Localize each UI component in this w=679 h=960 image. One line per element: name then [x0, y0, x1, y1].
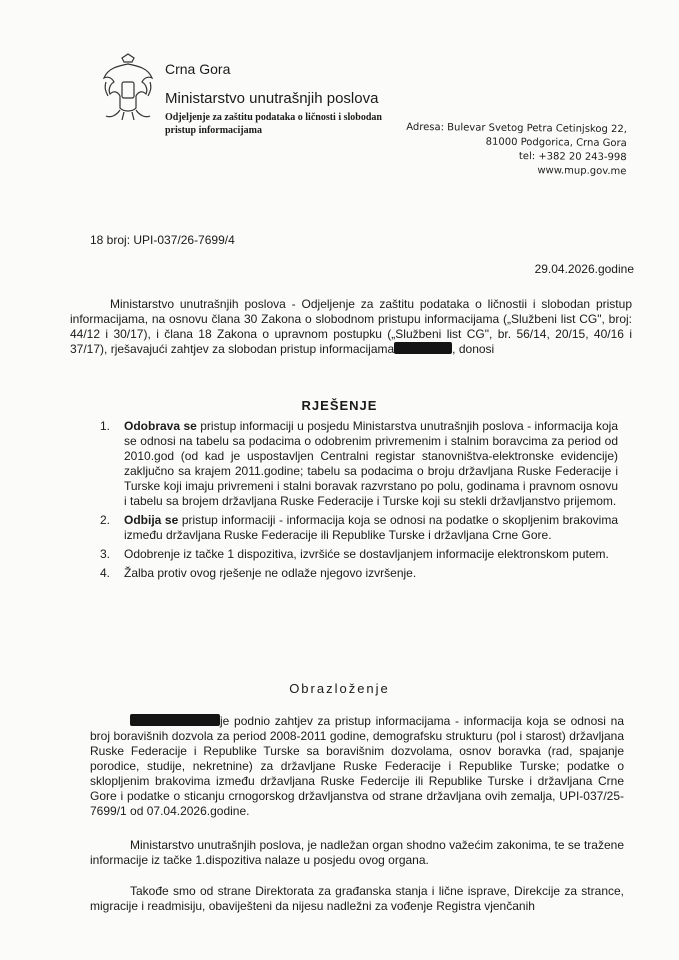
reference-number: 18 broj: UPI-037/26-7699/4 — [90, 233, 235, 247]
document-date: 29.04.2026.godine — [534, 262, 634, 276]
item-number: 3. — [100, 547, 111, 561]
reasoning-paragraph-2: Ministarstvo unutrašnjih poslova, je nadležan organ shodno važećim zakonima, te se tražene informacije iz tačke 1.dispozitiva nalaze u posjedu ovog organa. — [90, 838, 624, 867]
item-text: pristup informaciji u posjedu Ministarstva unutrašnjih poslova - informacija koja se odnosi na tabelu sa podacima o odobrenim privremenim i stalnim boravcima za period od 2010.god (od kad je uspostavljen Centralni registar stanovništva-elektronske evidencije) zaključno sa krajem 2011.godine; tabelu sa podacima o broju državljana Ruske Federacije i Turske koji imaju privremeni i stalni boravak razvrstano po polu, godinama i pravnom osnovu i tabelu sa brojem državljana Ruske Federacije i Turske koji su stekli državljanstvo prijemom. — [124, 419, 619, 508]
item-text: Odobrenje iz tačke 1 dispozitiva, izvršiće se dostavljanjem informacije elektronskom putem. — [124, 547, 609, 561]
address-block — [406, 121, 627, 179]
intro-tail: , donosi — [452, 342, 495, 356]
reasoning-title: Obrazloženje — [289, 681, 390, 696]
ministry-name: Ministarstvo unutrašnjih poslova — [165, 90, 379, 107]
country-name: Crna Gora — [165, 61, 231, 77]
department-name: Odjeljenje za zaštitu podataka o ličnosti i slobodan pristup informacijama — [165, 112, 382, 136]
decision-item — [100, 419, 619, 509]
decision-item — [100, 566, 618, 581]
item-number: 4. — [100, 566, 111, 580]
intro-text: Ministarstvo unutrašnjih poslova - Odjeljenje za zaštitu podataka o ličnostii i slobodan pristup informacijama, na osnovu člana 30 Zakona o slobodnom pristupu informacijama („Službeni list CG", broj: 44/12 i 30/17), i člana 18 Zakona o upravnom postupku („Službeni list CG", br. 56/14, 20/15, 40/16 i 37/17), rješavajući zahtjev za slobodan pristup informacijama — [70, 297, 632, 356]
reasoning-paragraph-3: Takođe smo od strane Direktorata za građanska stanja i lične isprave, Direkcije za strance, migracije i readmisiju, obaviješteni da nijesu nadležni za vođenje Registra vjenčanih — [90, 884, 624, 913]
decision-items — [100, 419, 619, 585]
coat-of-arms-icon — [100, 52, 156, 122]
intro-paragraph — [70, 297, 632, 357]
address-line-1: Adresa: Bulevar Svetog Petra Cetinjskog 22, — [406, 121, 628, 136]
decision-title: RJEŠENJE — [301, 398, 378, 413]
decision-item — [100, 547, 618, 562]
item-text: Žalba protiv ovog rješenje ne odlaže njegovo izvršenje. — [124, 566, 417, 580]
item-number: 2. — [100, 513, 111, 527]
item-lead: Odbija se — [124, 513, 179, 527]
redaction-block — [130, 714, 220, 726]
address-line-2: 81000 Podgorica, Crna Gora — [485, 136, 628, 150]
reasoning-text-1: je podnio zahtjev za pristup informacijama - informacija koja se odnosi na broj boravišnih dozvola za period 2008-2011 godine, demografsku strukturu (pol i starost) državljana Ruske Federacije i Republike Turske sa boravišnim dozvolama, osnov boravka (rad, spajanje porodice, studije, nekretnine) za državljane Ruske Federacije i Republike Turske; podatke o sklopljenim brakovima između državljana Ruske Federcije ili Republike Turske i državljana Crne Gore i podatke o sticanju crnogorskog državljanstva od strane državljana ovih zemalja, UPI-037/25-7699/1 od 07.04.2026.godine. — [90, 714, 624, 818]
item-text: pristup informaciji - informacija koja se odnosi na podatke o skopljenim brakovima između državljana Ruske Federacije ili Republike Turske i državljana Crne Gore. — [124, 513, 618, 542]
item-lead: Odobrava se — [124, 419, 197, 433]
phone-number: tel: +382 20 243-998 — [519, 151, 627, 164]
decision-item — [100, 513, 618, 543]
reasoning-paragraph-1 — [90, 714, 624, 819]
item-number: 1. — [100, 419, 111, 433]
website: www.mup.gov.me — [537, 165, 627, 178]
redaction-block — [394, 342, 452, 354]
